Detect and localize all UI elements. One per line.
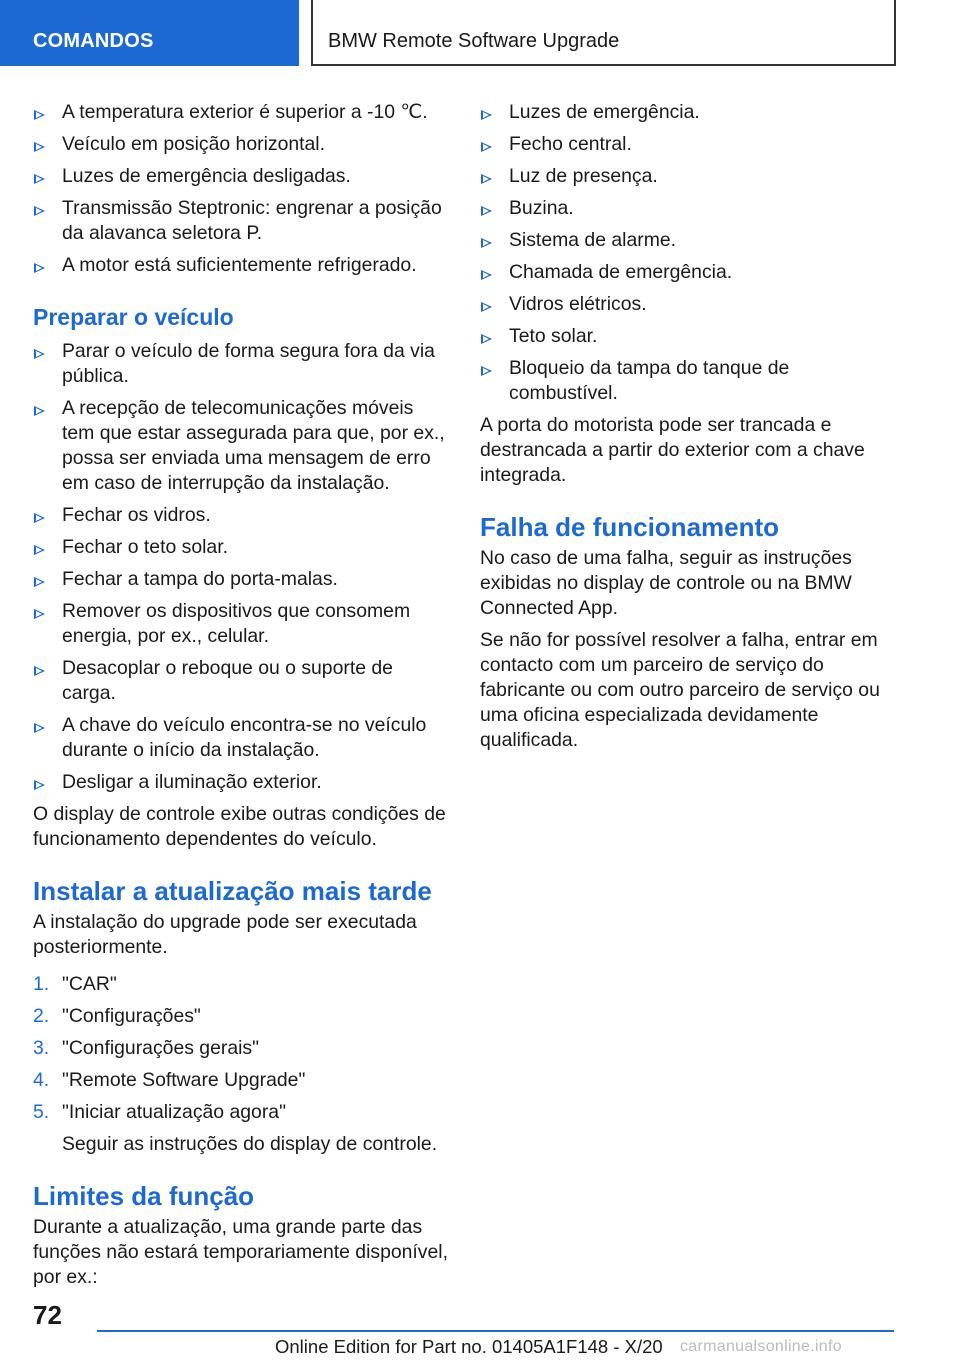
header-title: BMW Remote Software Upgrade — [311, 0, 896, 66]
list-item: Buzina. — [480, 196, 895, 221]
left-column — [33, 100, 448, 1290]
list-item: Desligar a iluminação exterior. — [33, 770, 448, 795]
step-item: 3. "Configurações gerais" — [33, 1037, 260, 1059]
page-number: 72 — [33, 1300, 62, 1330]
list-item: Remover os dispositivos que consomem energia, por ex., celular. — [33, 599, 448, 649]
heading-function-limits: Limites da função — [33, 1181, 255, 1211]
list-item: Veículo em posição horizontal. — [33, 132, 448, 157]
triangle-bullet-icon — [34, 174, 45, 184]
triangle-bullet-icon — [34, 723, 45, 733]
triangle-bullet-icon — [34, 263, 45, 273]
triangle-bullet-icon — [34, 577, 45, 587]
list-item: Bloqueio da tampa do tanque de combustível. — [480, 356, 895, 406]
watermark-logo: carmanualsonline.info — [680, 1338, 842, 1355]
list-item: Sistema de alarme. — [480, 228, 895, 253]
list-item: Fecho central. — [480, 132, 895, 157]
list-item: Fechar os vidros. — [33, 503, 448, 528]
list-item: Fechar a tampa do porta-malas. — [33, 567, 448, 592]
triangle-bullet-icon — [481, 174, 492, 184]
step-item: 4. "Remote Software Upgrade" — [33, 1069, 306, 1091]
triangle-bullet-icon — [481, 334, 492, 344]
triangle-bullet-icon — [481, 302, 492, 312]
list-item: Luzes de emergência. — [480, 100, 895, 125]
triangle-bullet-icon — [34, 349, 45, 359]
list-item: A motor está suficientemente refrigerado. — [33, 253, 448, 278]
paragraph: A porta do motorista pode ser trancada e destrancada a partir do exterior com a chave integrada. — [480, 414, 865, 486]
list-item: Teto solar. — [480, 324, 895, 349]
list-item: Luz de presença. — [480, 164, 895, 189]
footer-divider — [97, 1330, 894, 1332]
step-note: Seguir as instruções do display de controle. — [62, 1133, 438, 1155]
triangle-bullet-icon — [34, 545, 45, 555]
footer-edition-text: Online Edition for Part no. 01405A1F148 - X/20 — [275, 1336, 663, 1357]
paragraph: A instalação do upgrade pode ser executada posteriormente. — [33, 911, 417, 958]
right-column — [480, 100, 895, 753]
triangle-bullet-icon — [481, 238, 492, 248]
heading-prepare-vehicle: Preparar o veículo — [33, 304, 234, 330]
step-item: 5. "Iniciar atualização agora" — [33, 1101, 286, 1123]
triangle-bullet-icon — [481, 142, 492, 152]
header-section-tab: COMANDOS — [0, 0, 299, 66]
list-item: Luzes de emergência desligadas. — [33, 164, 448, 189]
step-item: 2. "Configurações" — [33, 1005, 201, 1027]
triangle-bullet-icon — [481, 366, 492, 376]
step-item: 1. "CAR" — [33, 973, 117, 995]
triangle-bullet-icon — [34, 406, 45, 416]
triangle-bullet-icon — [34, 110, 45, 120]
triangle-bullet-icon — [481, 270, 492, 280]
list-item: Fechar o teto solar. — [33, 535, 448, 560]
list-item: Desacoplar o reboque ou o suporte de carga. — [33, 656, 448, 706]
paragraph: Durante a atualização, uma grande parte das funções não estará temporariamente disponível, por ex.: — [33, 1216, 448, 1288]
triangle-bullet-icon — [34, 609, 45, 619]
triangle-bullet-icon — [34, 142, 45, 152]
triangle-bullet-icon — [34, 513, 45, 523]
list-item: A chave do veículo encontra-se no veículo durante o início da instalação. — [33, 713, 448, 763]
paragraph: Se não for possível resolver a falha, entrar em contacto com um parceiro de serviço do fabricante ou com outro parceiro de serviço ou uma oficina especializada devidamente qualificada. — [480, 629, 880, 751]
heading-malfunction: Falha de funcionamento — [480, 512, 780, 542]
list-item: Vidros elétricos. — [480, 292, 895, 317]
list-item: A recepção de telecomunicações móveis tem que estar assegurada para que, por ex., possa ser enviada uma mensagem de erro em caso de interrupção da instalação. — [33, 396, 448, 496]
list-item: Chamada de emergência. — [480, 260, 895, 285]
triangle-bullet-icon — [34, 206, 45, 216]
list-item: Parar o veículo de forma segura fora da via pública. — [33, 339, 448, 389]
triangle-bullet-icon — [34, 666, 45, 676]
triangle-bullet-icon — [481, 110, 492, 120]
list-item: A temperatura exterior é superior a -10 ℃. — [33, 100, 448, 125]
triangle-bullet-icon — [481, 206, 492, 216]
paragraph: O display de controle exibe outras condições de funcionamento dependentes do veículo. — [33, 803, 446, 850]
paragraph: No caso de uma falha, seguir as instruções exibidas no display de controle ou na BMW Connected App. — [480, 547, 852, 619]
triangle-bullet-icon — [34, 780, 45, 790]
heading-install-later: Instalar a atualização mais tarde — [33, 876, 432, 906]
list-item: Transmissão Steptronic: engrenar a posição da alavanca seletora P. — [33, 196, 448, 246]
